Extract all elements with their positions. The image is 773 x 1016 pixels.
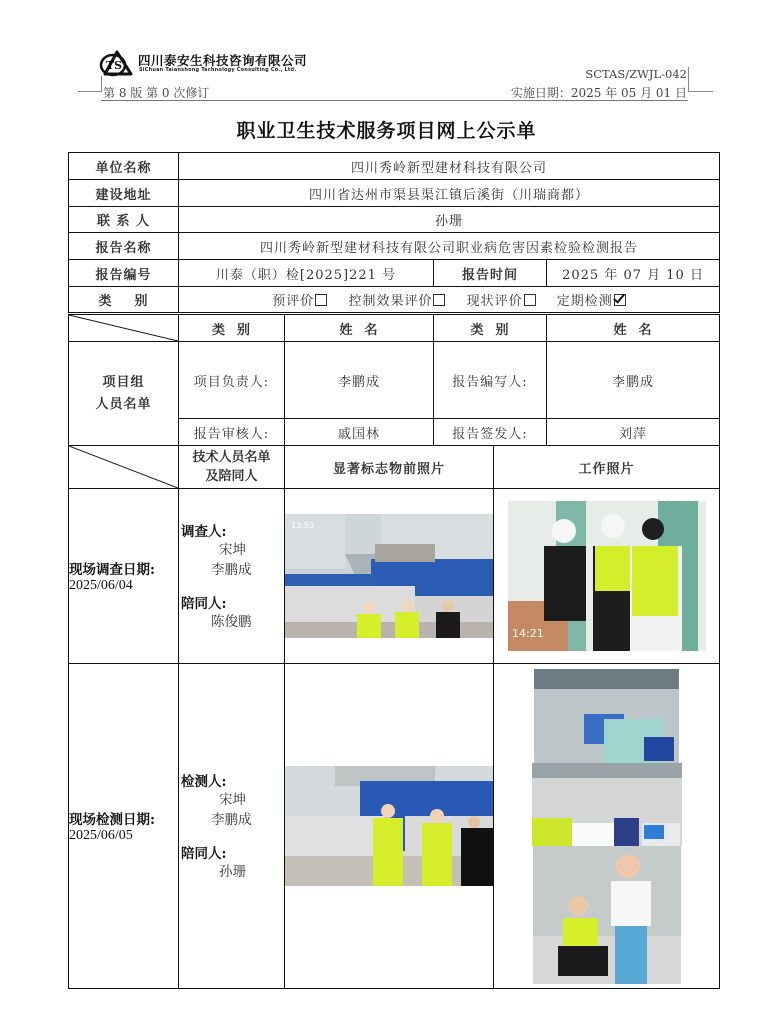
col-header-type: 类 别 bbox=[179, 315, 285, 342]
team-section-label: 项目组 人员名单 bbox=[69, 342, 179, 446]
diagonal-header-cell bbox=[69, 446, 179, 489]
report-no-value: 川泰（职）检[2025]221 号 bbox=[179, 260, 434, 287]
testing-landmark-photo bbox=[285, 766, 493, 886]
team-header-row bbox=[69, 315, 720, 342]
testing-work-photo-1 bbox=[534, 669, 679, 763]
role-report-issuer: 报告签发人: bbox=[434, 419, 547, 446]
name-project-lead: 李鹏成 bbox=[285, 342, 434, 419]
escort-name: 陈俊鹏 bbox=[211, 614, 252, 630]
checkbox-unchecked-icon[interactable] bbox=[524, 294, 536, 306]
header-divider bbox=[101, 76, 102, 92]
checkbox-unchecked-icon[interactable] bbox=[315, 294, 327, 306]
unit-name-value: 四川秀岭新型建材科技有限公司 bbox=[179, 153, 720, 180]
staff-column-header: 技术人员名单 及陪同人 bbox=[179, 446, 285, 489]
svg-text:14:21: 14:21 bbox=[511, 627, 544, 640]
survey-landmark-photo-cell bbox=[285, 489, 494, 664]
report-time-value: 2025 年 07 月 10 日 bbox=[547, 260, 720, 287]
name-report-issuer: 刘萍 bbox=[547, 419, 720, 446]
testing-row bbox=[69, 664, 720, 989]
landmark-photo-header: 显著标志物前照片 bbox=[285, 446, 494, 489]
testing-date-cell: 现场检测日期: 2025/06/05 bbox=[69, 664, 179, 989]
effective-date: 实施日期：2025 年 05 月 01 日 bbox=[510, 86, 687, 100]
company-name-cn: 四川泰安生科技咨询有限公司 bbox=[138, 53, 308, 68]
survey-row bbox=[69, 489, 720, 664]
survey-date: 2025/06/04 bbox=[69, 578, 133, 593]
role-report-writer: 报告编写人: bbox=[434, 342, 547, 419]
team-row bbox=[69, 342, 720, 419]
category-label: 类 别 bbox=[69, 287, 179, 313]
survey-work-photo-cell bbox=[494, 489, 720, 664]
testing-work-photo-2 bbox=[532, 763, 682, 846]
testing-date: 2025/06/05 bbox=[69, 828, 133, 843]
checkbox-unchecked-icon[interactable] bbox=[433, 294, 445, 306]
role-project-lead: 项目负责人: bbox=[179, 342, 285, 419]
page-title: 职业卫生技术服务项目网上公示单 bbox=[236, 120, 537, 142]
row-unit-name bbox=[69, 153, 720, 180]
tester-name: 宋坤 bbox=[219, 792, 246, 808]
header-divider bbox=[688, 67, 689, 92]
checkbox-checked-icon[interactable] bbox=[614, 294, 626, 306]
version-text: 第 8 版 第 0 次修订 bbox=[103, 86, 210, 100]
category-options bbox=[179, 287, 720, 313]
col-header-type: 类 别 bbox=[434, 315, 547, 342]
tester-name: 李鹏成 bbox=[211, 812, 252, 828]
col-header-name: 姓 名 bbox=[547, 315, 720, 342]
address-value: 四川省达州市渠县渠江镇后溪街（川瑞商都） bbox=[179, 180, 720, 207]
report-name-label: 报告名称 bbox=[69, 233, 179, 260]
col-header-name: 姓 名 bbox=[285, 315, 434, 342]
header-rule bbox=[101, 100, 688, 101]
survey-date-cell: 现场调查日期: 2025/06/04 bbox=[69, 489, 179, 664]
testing-landmark-photo-cell bbox=[285, 664, 494, 989]
escort-name: 孙珊 bbox=[219, 864, 246, 880]
testing-staff-cell bbox=[179, 664, 285, 989]
name-report-writer: 李鹏成 bbox=[547, 342, 720, 419]
company-logo-icon bbox=[99, 48, 133, 78]
photos-header-row bbox=[69, 446, 720, 489]
escort-label: 陪同人: bbox=[181, 596, 227, 612]
address-label: 建设地址 bbox=[69, 180, 179, 207]
diagonal-header-cell bbox=[69, 315, 179, 342]
unit-name-label: 单位名称 bbox=[69, 153, 179, 180]
contact-value: 孙珊 bbox=[179, 207, 720, 233]
category-option-control-effect[interactable]: 控制效果评价 bbox=[348, 294, 445, 309]
team-table bbox=[68, 314, 720, 446]
category-option-pre-evaluation[interactable]: 预评价 bbox=[272, 294, 327, 309]
survey-landmark-photo bbox=[285, 514, 493, 638]
survey-work-photo bbox=[508, 501, 706, 651]
row-report-no bbox=[69, 260, 720, 287]
role-report-reviewer: 报告审核人: bbox=[179, 419, 285, 446]
name-report-reviewer: 戚国林 bbox=[285, 419, 434, 446]
survey-staff-cell bbox=[179, 489, 285, 664]
doc-code: SCTAS/ZWJL-042 bbox=[585, 67, 687, 81]
disclosure-table bbox=[68, 152, 720, 313]
svg-text:TS: TS bbox=[106, 59, 123, 72]
work-photo-header: 工作照片 bbox=[494, 446, 720, 489]
category-option-periodic-testing[interactable]: 定期检测 bbox=[557, 294, 626, 309]
investigator-label: 调查人: bbox=[181, 524, 227, 540]
photos-table bbox=[68, 445, 720, 989]
company-name-en: SiChuan Taianshong Technology Consulting Co., Ltd. bbox=[139, 67, 297, 73]
investigator-name: 李鹏成 bbox=[211, 562, 252, 578]
row-contact bbox=[69, 207, 720, 233]
tester-label: 检测人: bbox=[181, 774, 227, 790]
investigator-name: 宋坤 bbox=[219, 542, 246, 558]
testing-work-photo-3 bbox=[533, 846, 681, 984]
svg-text:13:53: 13:53 bbox=[291, 521, 315, 530]
contact-label: 联 系 人 bbox=[69, 207, 179, 233]
row-category bbox=[69, 287, 720, 313]
row-report-name bbox=[69, 233, 720, 260]
escort-label: 陪同人: bbox=[181, 846, 227, 862]
report-time-label: 报告时间 bbox=[434, 260, 547, 287]
header-divider bbox=[78, 91, 102, 92]
report-name-value: 四川秀岭新型建材科技有限公司职业病危害因素检验检测报告 bbox=[179, 233, 720, 260]
report-no-label: 报告编号 bbox=[69, 260, 179, 287]
row-address bbox=[69, 180, 720, 207]
testing-work-photos-cell bbox=[494, 664, 720, 989]
category-option-status-evaluation[interactable]: 现状评价 bbox=[467, 294, 536, 309]
header-divider bbox=[688, 91, 713, 92]
